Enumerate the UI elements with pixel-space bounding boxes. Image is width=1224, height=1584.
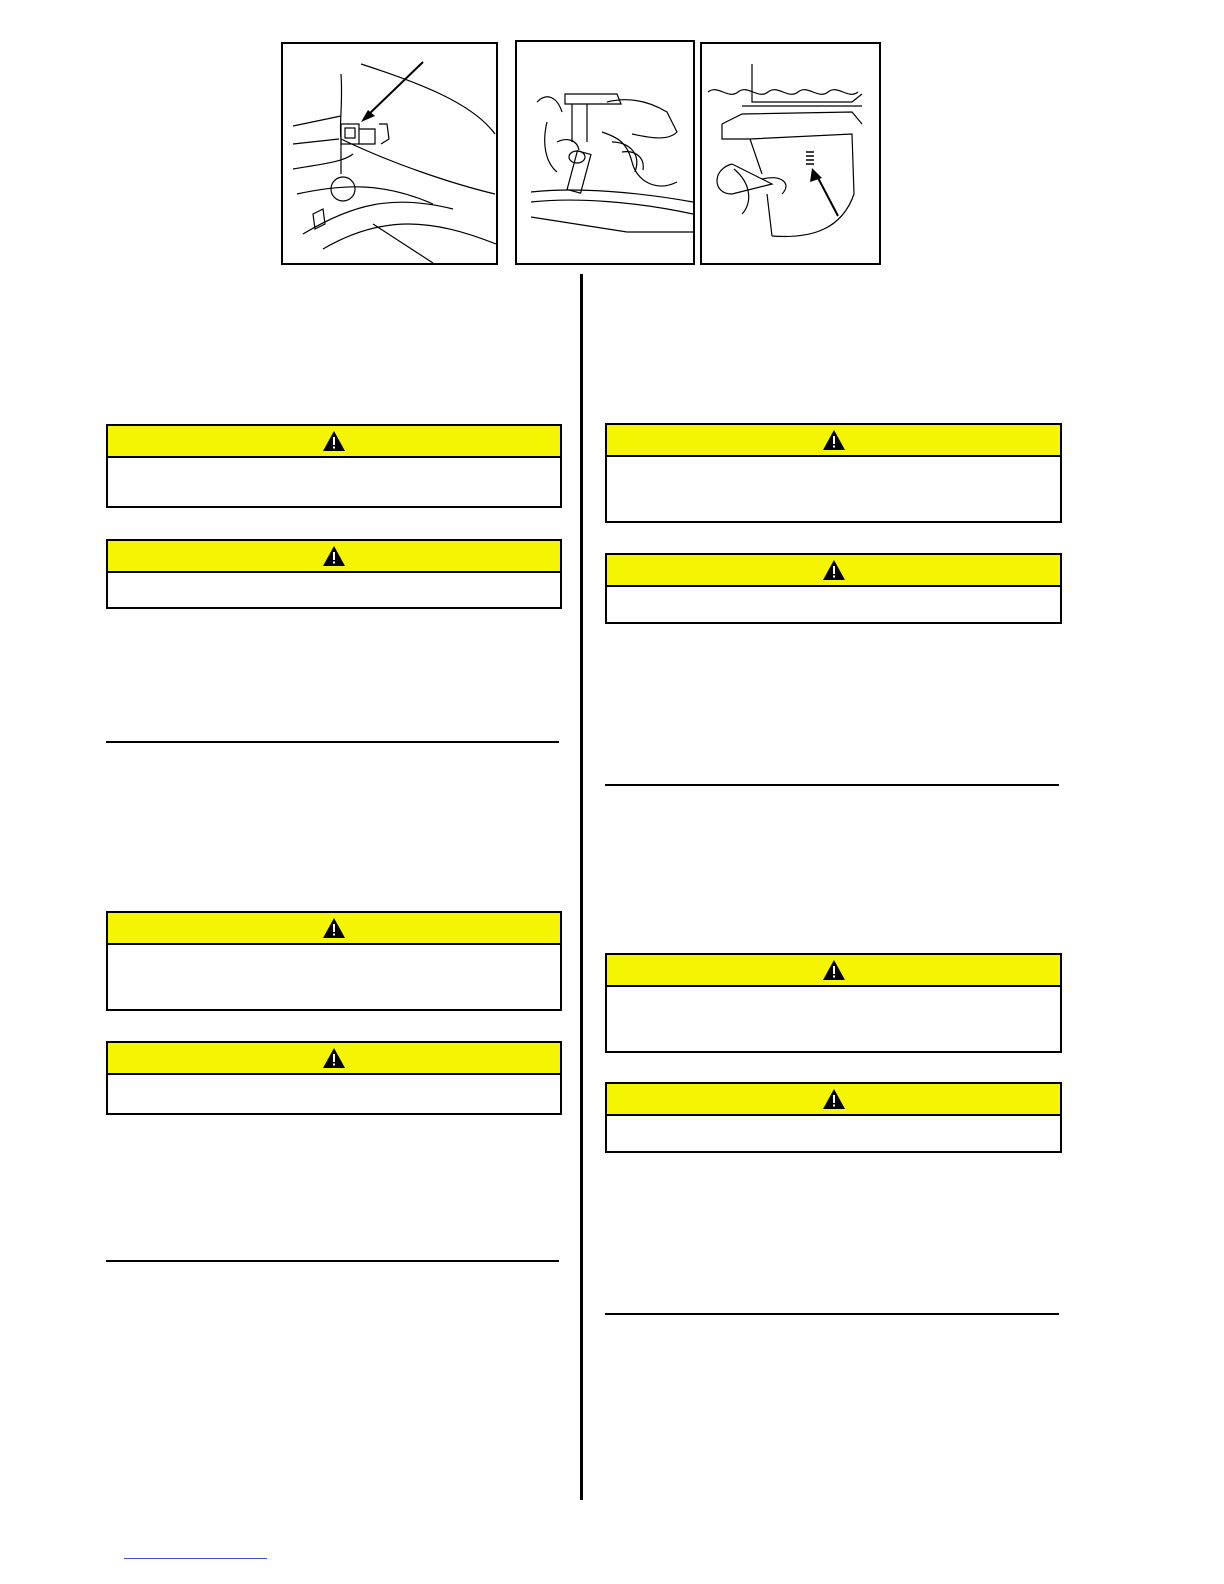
warning-box-2 bbox=[106, 539, 562, 609]
warning-header bbox=[108, 1043, 560, 1075]
warning-header bbox=[607, 955, 1060, 987]
section-rule bbox=[106, 741, 559, 743]
warning-triangle-icon bbox=[322, 430, 346, 452]
warning-box-1 bbox=[106, 424, 562, 508]
warning-header bbox=[607, 425, 1060, 457]
connector-illustration bbox=[283, 44, 496, 263]
hands-illustration bbox=[517, 42, 693, 263]
warning-triangle-icon bbox=[322, 917, 346, 939]
warning-triangle-icon bbox=[322, 545, 346, 567]
arrow-pointer-icon bbox=[361, 62, 423, 122]
warning-triangle-icon bbox=[822, 1088, 846, 1110]
warning-header bbox=[607, 555, 1060, 587]
figure-gearcase-propeller bbox=[700, 42, 881, 265]
warning-box-4 bbox=[106, 1041, 562, 1115]
link-underline[interactable] bbox=[124, 1558, 267, 1559]
warning-box-6 bbox=[605, 553, 1062, 624]
section-rule bbox=[106, 1260, 559, 1262]
figure-hands-fitting bbox=[515, 40, 695, 265]
warning-header bbox=[108, 913, 560, 945]
warning-triangle-icon bbox=[822, 959, 846, 981]
column-divider bbox=[580, 274, 583, 1500]
sensor-marks bbox=[806, 152, 814, 164]
warning-triangle-icon bbox=[322, 1047, 346, 1069]
warning-box-8 bbox=[605, 1082, 1062, 1153]
warning-header bbox=[108, 426, 560, 458]
warning-triangle-icon bbox=[822, 429, 846, 451]
section-rule bbox=[605, 1313, 1059, 1315]
warning-header bbox=[607, 1084, 1060, 1116]
section-rule bbox=[605, 784, 1059, 786]
warning-box-5 bbox=[605, 423, 1062, 523]
gearcase-illustration bbox=[702, 44, 879, 263]
figure-outboard-connector bbox=[281, 42, 498, 265]
warning-triangle-icon bbox=[822, 559, 846, 581]
warning-box-7 bbox=[605, 953, 1062, 1053]
warning-header bbox=[108, 541, 560, 573]
arrow-pointer-icon bbox=[810, 168, 838, 216]
warning-box-3 bbox=[106, 911, 562, 1011]
